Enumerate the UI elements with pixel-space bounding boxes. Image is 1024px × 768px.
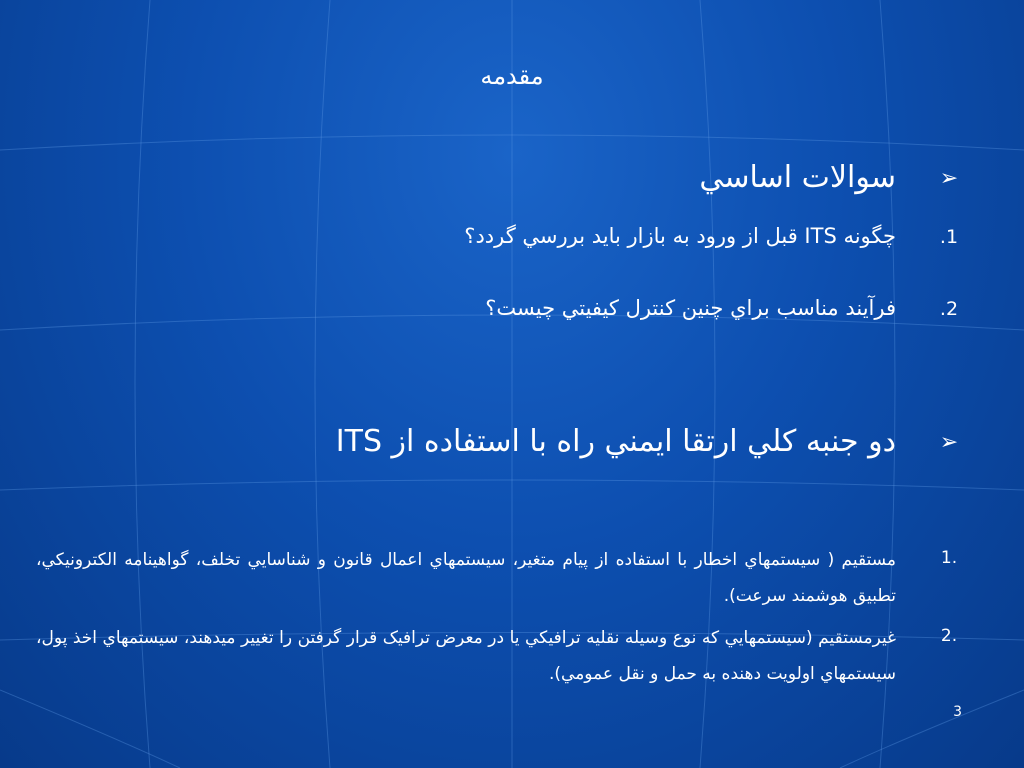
list-item	[60, 296, 964, 330]
section2-heading-row	[60, 424, 964, 468]
item-number: 1.	[940, 548, 958, 568]
list-item	[60, 224, 964, 258]
item-number: 2.	[939, 298, 959, 320]
item-text: فرآيند مناسب براي چنين كنترل كيفيتي چيست؟	[485, 296, 896, 320]
page-number: 3	[953, 704, 962, 720]
item-text: چگونه ITS قبل از ورود به بازار بايد بررسي گردد؟	[464, 224, 896, 248]
slide-title: مقدمه	[480, 62, 544, 90]
section1-heading-row	[60, 160, 964, 204]
arrow-bullet-icon: ➢	[939, 430, 959, 455]
list-item-paragraph: مستقيم ( سيستمهاي اخطار با استفاده از پيام متغير، سيستمهاي اعمال قانون و شناسايي تخلف، گواهينامه الكترونيكي، تطبيق هوشمند سرعت).	[36, 550, 896, 606]
section1-heading: سوالات اساسي	[699, 160, 896, 195]
section2-heading: دو جنبه كلي ارتقا ايمني راه با استفاده از ITS	[335, 424, 896, 459]
item-number: 2.	[940, 626, 958, 646]
arrow-bullet-icon: ➢	[939, 166, 959, 191]
list-item-paragraph: غيرمستقيم (سيستمهايي كه نوع وسيله نقليه ترافيكي يا در معرض ترافيک قرار گرفتن را تغيير ميدهند، سيستمهاي اخذ پول، سيستمهاي اولويت دهنده به حمل و نقل عمومي).	[36, 628, 896, 684]
item-number: 1.	[939, 226, 959, 248]
